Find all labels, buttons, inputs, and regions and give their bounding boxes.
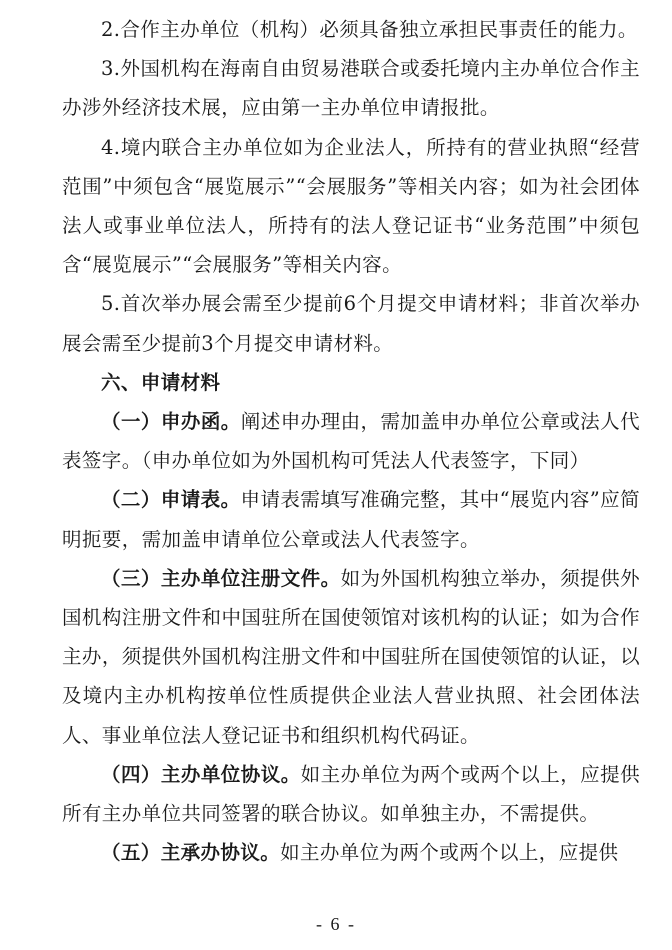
section-heading: 六、申请材料 — [101, 370, 221, 394]
material-title: 主承办协议。 — [160, 841, 281, 865]
page-number: - 6 - — [316, 914, 356, 934]
material-item-3 — [62, 559, 640, 755]
paragraph-item-5: 5.首次举办展会需至少提前6个月提交申请材料；非首次举办展会需至少提前3个月提交申请材料。 — [62, 292, 640, 355]
paragraph-item-2: 2.合作主办单位（机构）必须具备独立承担民事责任的能力。 — [101, 18, 638, 41]
material-item-1 — [62, 402, 640, 480]
material-item-4 — [62, 755, 640, 833]
material-item-2 — [62, 480, 640, 558]
material-number: （一） — [101, 410, 161, 434]
material-number: （四） — [101, 762, 161, 786]
document-page — [62, 10, 640, 872]
material-title: 主办单位协议。 — [160, 762, 301, 786]
material-number: （二） — [101, 488, 161, 512]
material-item-5 — [62, 833, 640, 872]
material-title: 申请表。 — [160, 488, 241, 512]
material-title: 申办函。 — [160, 410, 241, 434]
material-text: 申请表需填写准确完整，其中“展览内容”应简明扼要，需加盖申请单位公章或法人代表签字。 — [62, 488, 640, 551]
material-number: （五） — [101, 841, 161, 865]
material-text: 如为外国机构独立举办，须提供外国机构注册文件和中国驻所在国使领馆对该机构的认证；如为合作主办，须提供外国机构注册文件和中国驻所在国使领馆的认证，以及境内主办机构按单位性质提供企业法人营业执照、社会团体法人、事业单位法人登记证书和组织机构代码证。 — [62, 566, 640, 747]
material-title: 主办单位注册文件。 — [160, 566, 341, 590]
paragraph-item-4: 4.境内联合主办单位如为企业法人，所持有的营业执照“经营范围”中须包含“展览展示”“会展服务”等相关内容；如为社会团体法人或事业单位法人，所持有的法人登记证书“业务范围”中须包含“展览展示”“会展服务”等相关内容。 — [62, 135, 640, 277]
material-text: 阐述申办理由，需加盖申办单位公章或法人代表签字。（申办单位如为外国机构可凭法人代表签字，下同） — [62, 410, 640, 473]
material-number: （三） — [101, 566, 161, 590]
material-text: 如主办单位为两个或两个以上，应提供所有主办单位共同签署的联合协议。如单独主办，不需提供。 — [62, 762, 641, 826]
material-text: 如主办单位为两个或两个以上，应提供 — [280, 841, 619, 865]
paragraph-item-3: 3.外国机构在海南自由贸易港联合或委托境内主办单位合作主办涉外经济技术展，应由第一主办单位申请报批。 — [62, 57, 640, 120]
